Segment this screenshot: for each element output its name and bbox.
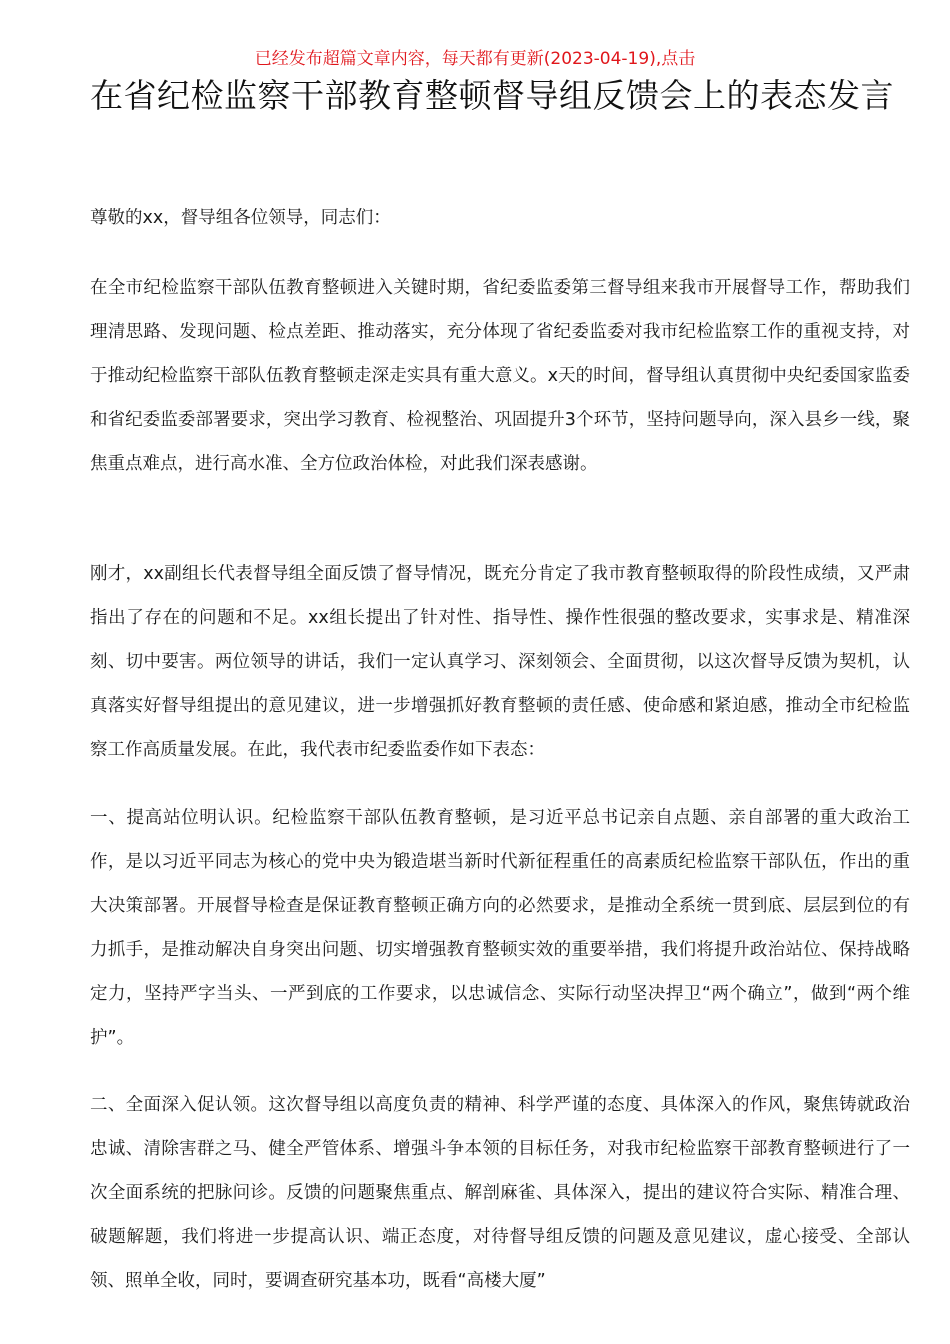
paragraph-point-two: 二、全面深入促认领。这次督导组以高度负责的精神、科学严谨的态度、具体深入的作风，聚焦铸就政治忠诚、清除害群之马、健全严管体系、增强斗争本领的目标任务，对我市纪检监察干部教育整顿进行了一次全面系统的把脉问诊。反馈的问题聚焦重点、解剖麻雀、具体深入，提出的建议符合实际、精准合理、破题解题，我们将进一步提高认识、端正态度，对待督导组反馈的问题及意见建议，虚心接受、全部认领、照单全收，同时，要调查研究基本功，既看“高楼大厦” (90, 1095, 910, 1291)
document-title: 在省纪检监察干部教育整顿督导组反馈会上的表态发言 (90, 76, 894, 115)
update-banner-link[interactable]: 已经发布超篇文章内容，每天都有更新(2023-04-19),点击 (254, 49, 696, 69)
paragraph-intro: 在全市纪检监察干部队伍教育整顿进入关键时期，省纪委监委第三督导组来我市开展督导工作，帮助我们理清思路、发现问题、检点差距、推动落实，充分体现了省纪委监委对我市纪检监察工作的重视支持，对于推动纪检监察干部队伍教育整顿走深走实具有重大意义。x天的时间，督导组认真贯彻中央纪委国家监委和省纪委监委部署要求，突出学习教育、检视整治、巩固提升3个环节，坚持问题导向，深入县乡一线，聚焦重点难点，进行高水准、全方位政治体检，对此我们深表感谢。 (90, 278, 910, 474)
paragraph-response: 刚才，xx副组长代表督导组全面反馈了督导情况，既充分肯定了我市教育整顿取得的阶段性成绩，又严肃指出了存在的问题和不足。xx组长提出了针对性、指导性、操作性很强的整改要求，实事求是、精准深刻、切中要害。两位领导的讲话，我们一定认真学习、深刻领会、全面贯彻，以这次督导反馈为契机，认真落实好督导组提出的意见建议，进一步增强抓好教育整顿的责任感、使命感和紧迫感，推动全市纪检监察工作高质量发展。在此，我代表市纪委监委作如下表态： (90, 564, 910, 760)
paragraph-point-one: 一、提高站位明认识。纪检监察干部队伍教育整顿，是习近平总书记亲自点题、亲自部署的重大政治工作，是以习近平同志为核心的党中央为锻造堪当新时代新征程重任的高素质纪检监察干部队伍，作出的重大决策部署。开展督导检查是保证教育整顿正确方向的必然要求，是推动全系统一贯到底、层层到位的有力抓手，是推动解决自身突出问题、切实增强教育整顿实效的重要举措，我们将提升政治站位、保持战略定力，坚持严字当头、一严到底的工作要求，以忠诚信念、实际行动坚决捍卫“两个确立”，做到“两个维护”。 (90, 808, 910, 1048)
salutation: 尊敬的xx，督导组各位领导，同志们： (90, 208, 391, 228)
